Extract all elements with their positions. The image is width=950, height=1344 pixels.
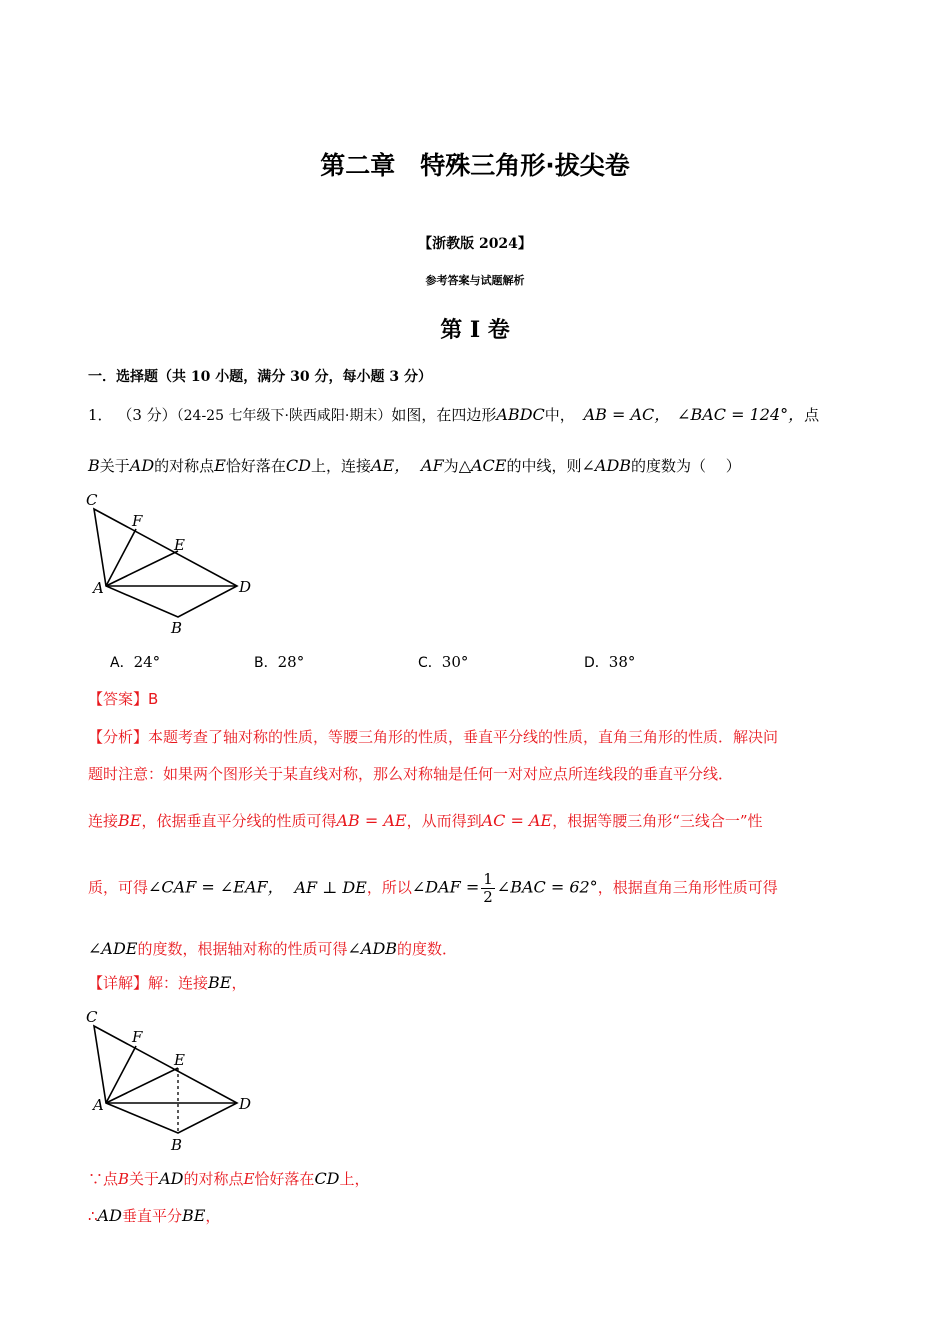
- label-e: E: [174, 536, 185, 554]
- question-text: 中，: [544, 406, 575, 424]
- math-var: AB = AE: [336, 811, 407, 830]
- analysis-line-4: [88, 872, 778, 905]
- option-value: 28°: [277, 653, 305, 671]
- option-label: C．: [418, 655, 442, 671]
- question-text: 点: [804, 406, 820, 424]
- analysis-text: ，所以: [366, 878, 412, 897]
- analysis-text: 本题考查了轴对称的性质，等腰三角形的性质，垂直平分线的性质，直角三角形的性质．解决问: [148, 728, 779, 746]
- analysis-text: 题时注意：如果两个图形关于某直线对称，那么对称轴是任何一对对应点所连线段的垂直平分线．: [88, 765, 734, 783]
- quad-outline: [94, 1026, 237, 1133]
- math-var: AF ⊥ DE: [294, 877, 367, 897]
- math-var: CD: [285, 456, 311, 475]
- math-var: B: [118, 1170, 130, 1188]
- analysis-line-5: [88, 938, 457, 959]
- detail-text: 解：连接: [148, 974, 209, 992]
- math-var: ∠CAF = ∠EAF，: [148, 877, 284, 897]
- segment-af: [106, 529, 136, 586]
- math-var: BE: [118, 811, 142, 830]
- option-label: B．: [254, 655, 278, 671]
- detail-text: 恰好落在: [254, 1170, 315, 1188]
- math-var: ∠BAC = 62°: [496, 877, 598, 897]
- option-b[interactable]: [254, 652, 304, 672]
- question-text: 为: [443, 457, 459, 475]
- math-var: ∠ADB: [581, 456, 632, 475]
- analysis-text: ，根据等腰三角形“三线合一”性: [552, 812, 763, 830]
- question-number: 1．: [88, 406, 113, 424]
- question-source: （24-25 七年级下·陕西咸阳·期末）: [176, 408, 392, 424]
- answer-tag: 【答案】: [88, 690, 149, 708]
- segment-ae: [106, 1068, 178, 1103]
- question-text: 的中线，则: [506, 457, 582, 475]
- math-var: BE: [208, 973, 232, 992]
- detail-line-2: [88, 1168, 370, 1189]
- detail-tag: 【详解】: [88, 974, 149, 992]
- math-var: AD: [129, 456, 155, 475]
- detail-text: 垂直平分: [121, 1207, 182, 1225]
- math-var: ∠ADB: [347, 939, 398, 958]
- math-var: AD: [159, 1169, 184, 1188]
- section-heading: 一．选择题（共 10 小题，满分 30 分，每小题 3 分）: [88, 369, 432, 385]
- option-c[interactable]: [418, 652, 468, 672]
- question-text: 上，连接: [310, 457, 371, 475]
- question-figure: [82, 488, 272, 638]
- option-value: 38°: [608, 653, 636, 671]
- analysis-line-1: [88, 726, 778, 747]
- edition-label: 【浙教版 2024】: [418, 236, 532, 252]
- detail-text: 上，: [339, 1170, 370, 1188]
- analysis-text: ，从而得到: [406, 812, 482, 830]
- label-c: C: [86, 1008, 98, 1026]
- answer-value: B: [148, 690, 159, 708]
- question-text: 如图，在四边形: [391, 406, 497, 424]
- detail-text: ∵点: [88, 1170, 119, 1188]
- analysis-line-2: [88, 763, 733, 784]
- subtitle: 参考答案与试题解析: [425, 274, 525, 287]
- math-var: CD: [314, 1169, 340, 1188]
- analysis-text: 质，可得: [88, 878, 149, 897]
- question-score: （3 分）: [117, 406, 177, 424]
- label-b: B: [171, 1136, 183, 1154]
- option-value: 24°: [133, 653, 161, 671]
- detail-line-3: [88, 1205, 220, 1226]
- option-d[interactable]: [584, 652, 635, 672]
- question-text: 的度数为（ ）: [631, 457, 741, 475]
- option-label: D．: [584, 655, 609, 671]
- fraction-half: [481, 872, 495, 905]
- detail-line-1: [88, 972, 246, 993]
- detail-text: 的对称点: [183, 1170, 244, 1188]
- math-quad: ABDC: [496, 405, 545, 424]
- answer-line: [88, 688, 158, 709]
- analysis-text: ，依据垂直平分线的性质可得: [141, 812, 337, 830]
- analysis-text: ，根据直角三角形性质可得: [597, 878, 778, 897]
- analysis-text: 连接: [88, 812, 119, 830]
- question-line-1: [88, 402, 819, 425]
- math-var: E: [243, 1170, 255, 1188]
- analysis-tag: 【分析】: [88, 728, 149, 746]
- math-var: ∠DAF =: [411, 877, 480, 897]
- math-var: AD: [97, 1206, 122, 1225]
- analysis-text: 的度数．: [397, 940, 458, 958]
- detail-text: ，: [231, 974, 247, 992]
- math-cond1: AB = AC，: [583, 405, 671, 424]
- label-d: D: [239, 1095, 252, 1113]
- math-var: AE，: [370, 456, 411, 475]
- segment-ae: [106, 551, 178, 586]
- page-title: 第二章 特殊三角形·拔尖卷: [320, 151, 630, 180]
- option-a[interactable]: [110, 652, 160, 672]
- label-c: C: [86, 491, 98, 509]
- question-text: 的对称点: [154, 457, 215, 475]
- label-a: A: [93, 1096, 104, 1114]
- math-cond2: ∠BAC = 124°，: [677, 405, 805, 424]
- math-var: AF: [421, 456, 444, 475]
- label-f: F: [132, 1028, 143, 1046]
- math-var: BE: [181, 1206, 206, 1225]
- question-line-2: [88, 453, 741, 476]
- detail-figure: [82, 1006, 272, 1156]
- analysis-line-3: [88, 810, 763, 831]
- math-var: ∠ADE: [88, 939, 138, 958]
- detail-text: ，: [205, 1207, 221, 1225]
- question-text: 关于: [99, 457, 130, 475]
- question-text: 恰好落在: [225, 457, 286, 475]
- label-f: F: [132, 512, 143, 530]
- math-var: B: [88, 456, 100, 475]
- label-d: D: [239, 578, 252, 596]
- segment-af: [106, 1046, 136, 1103]
- label-b: B: [171, 619, 183, 637]
- math-var: AC = AE: [481, 811, 553, 830]
- fraction-numerator: 1: [483, 870, 493, 888]
- label-e: E: [174, 1051, 185, 1069]
- label-a: A: [93, 579, 104, 597]
- math-var: △ACE: [458, 456, 507, 475]
- analysis-text: 的度数，根据轴对称的性质可得: [137, 940, 348, 958]
- option-label: A．: [110, 655, 134, 671]
- detail-text: ∴: [88, 1207, 98, 1225]
- volume-heading: 第 I 卷: [440, 317, 510, 343]
- quad-outline: [94, 509, 237, 617]
- math-var: E: [214, 456, 226, 475]
- option-value: 30°: [441, 653, 469, 671]
- fraction-denominator: 2: [483, 888, 493, 906]
- detail-text: 关于: [129, 1170, 160, 1188]
